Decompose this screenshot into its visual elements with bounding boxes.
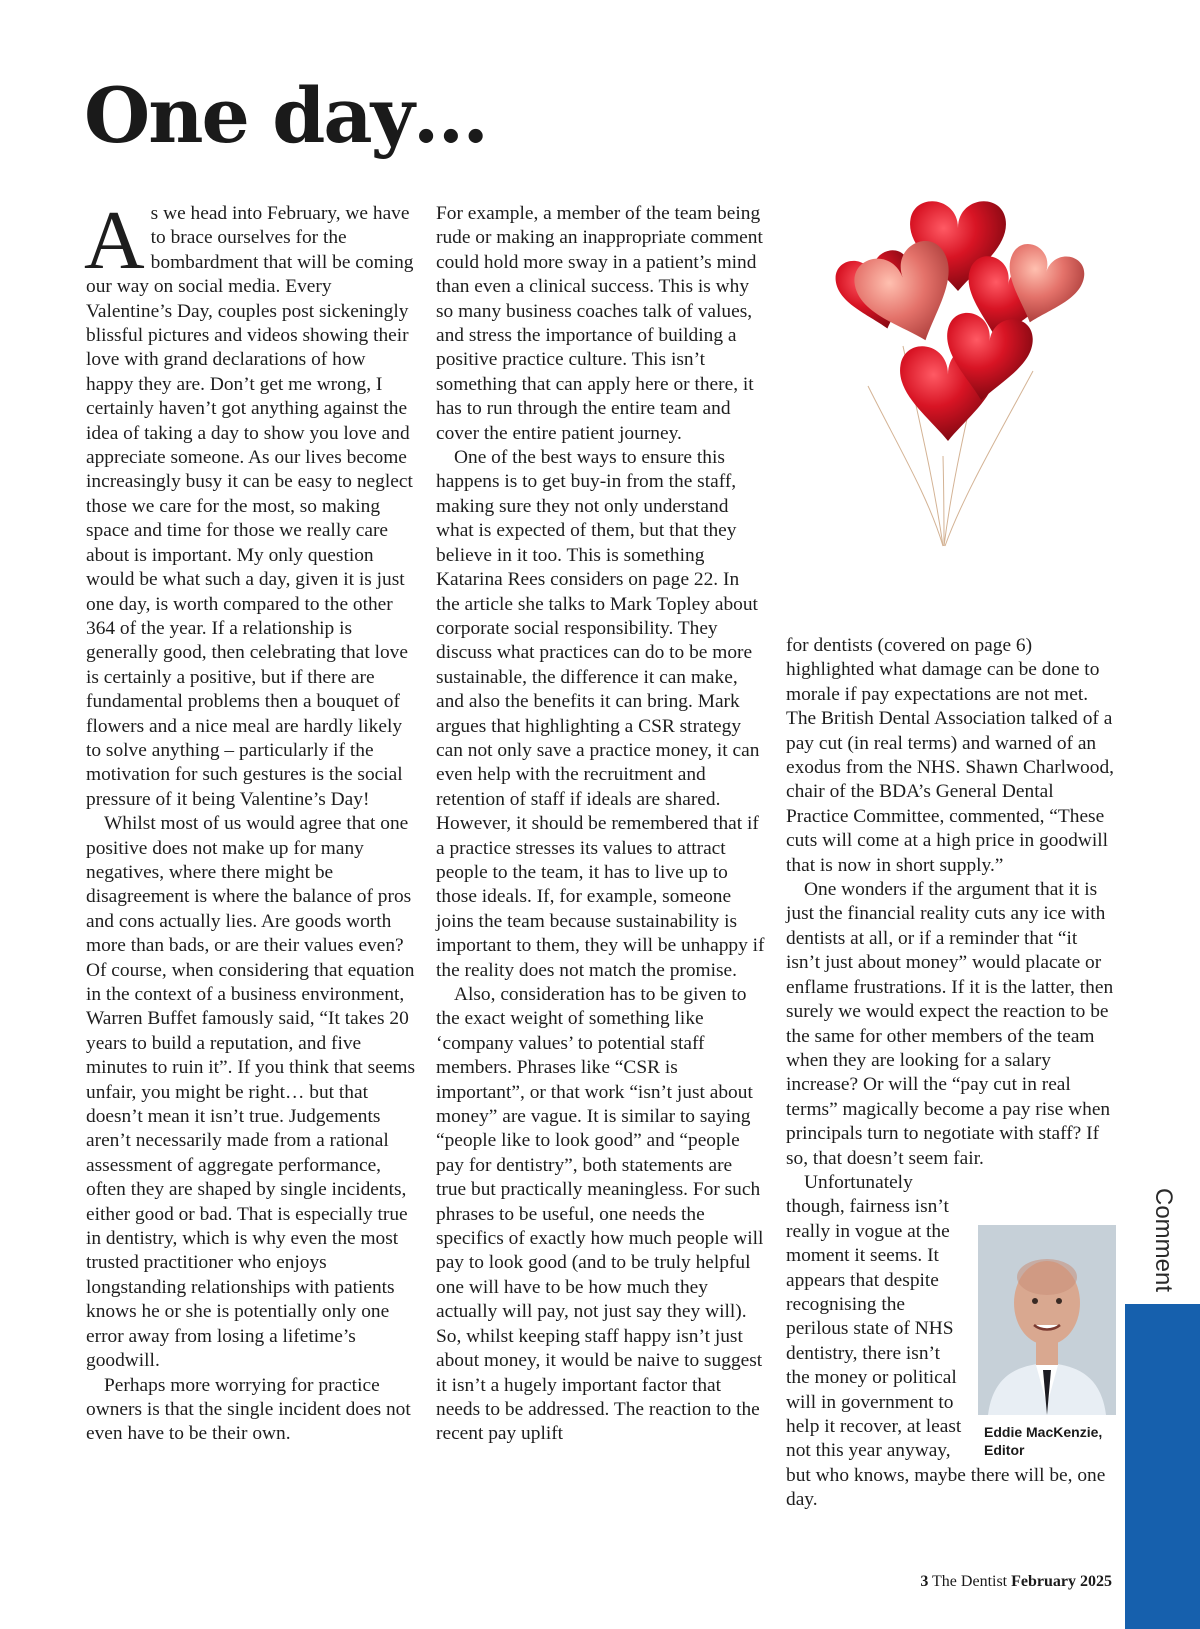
- author-photo-block: [974, 1225, 1116, 1463]
- author-photo: [978, 1225, 1116, 1415]
- paragraph: One of the best ways to ensure this happens is to get buy-in from the staff, making sure they not only understand what is expected of them, but that they believe in it too. This is something Katarina Rees considers on page 22. In the article she talks to Mark Topley about corporate social responsibility. They discuss what practices can do to be more sustainable, the difference it can make, and also the benefits it can bring. Mark argues that highlighting a CSR strategy can not only save a practice money, it can even help with the recruitment and retention of staff if ideals are shared. However, it should be remembered that if a practice stresses its values to attract people to the team, it has to live up to those ideals. If, for example, someone joins the team because sustainability is important to them, they will be unhappy if the reality does not match the promise.: [436, 447, 765, 981]
- section-label: Comment: [1150, 1187, 1177, 1293]
- article-title: One day…: [84, 71, 487, 160]
- paragraph: s we head into February, we have to brace ourselves for the bombardment that will be coming our way on social media. Every Valentine’s Day, couples post sickeningly blissful pictures and videos showing their love with grand declarations of how happy they are. Don’t get me wrong, I certainly haven’t got anything against the idea of taking a day to show you love and appreciate someone. As our lives become increasingly busy it can be easy to neglect those we care for the most, so making space and time for those we really care about is important. My only question would be what such a day, given it is just one day, is worth compared to the other 364 of the year. If a relationship is generally good, then celebrating that love is certainly a positive, but if there are fundamental problems then a bouquet of flowers and a nice meal are hardly likely to solve anything – particularly if the motivation for such gestures is the social pressure of it being Valentine’s Day!: [86, 203, 414, 810]
- paragraph: For example, a member of the team being rude or making an inappropriate comment could hold more sway in a patient’s mind than even a clinical success. This is why so many business coaches talk of values, and stress the importance of building a positive practice culture. This isn’t something that can apply here or there, it has to run through the entire team and cover the entire patient journey.: [436, 203, 763, 444]
- publication-name: The Dentist: [932, 1573, 1008, 1590]
- paragraph: One wonders if the argument that it is just the financial reality cuts any ice with dentists at all, or if a reminder that “it isn’t just about money” would placate or enflame frustrations. If it is the latter, then surely we would expect the reaction to be the same for other members of the team when they are looking for a salary increase? Or will the “pay cut in real terms” magically become a pay rise when principals turn to negotiate with staff? If so, that doesn’t seem fair.: [786, 879, 1114, 1169]
- section-tab: [1125, 1304, 1200, 1629]
- heart-balloons-image: [808, 196, 1108, 576]
- article-column-2: [436, 202, 766, 1447]
- paragraph: Whilst most of us would agree that one positive does not make up for many negatives, where there might be disagreement is where the balance of pros and cons actually lies. Are goods worth more than bads, or are their values even? Of course, when considering that equation in the context of a business environment, Warren Buffet famously said, “It takes 20 years to build a reputation, and five minutes to ruin it”. If you think that seems unfair, you might be right… but that doesn’t mean it isn’t true. Judgements aren’t necessarily made from a rational assessment of aggregate performance, often they are shaped by single incidents, either good or bad. That is especially true in dentistry, which is why even the most trusted practitioner who enjoys longstanding relationships with patients knows he or she is potentially only one error away from losing a lifetime’s goodwill.: [86, 813, 416, 1372]
- author-role: Editor: [984, 1441, 1025, 1458]
- paragraph: Unfortunately though, fairness isn’t really in vogue at the moment it seems. It appears that despite recognising the perilous state of NHS dentistry, there isn’t the money or political will in government to help it recover, at least not this year anyway, but who knows, maybe there will be, one day.: [786, 1171, 1106, 1511]
- author-name: Eddie MacKenzie,: [984, 1423, 1103, 1440]
- article-column-1: [84, 194, 416, 1447]
- issue-date: February 2025: [1011, 1573, 1112, 1590]
- paragraph: for dentists (covered on page 6) highlighted what damage can be done to morale if pay expectations are not met. The British Dental Association talked of a pay cut (in real terms) and warned of an exodus from the NHS. Shawn Charlwood, chair of the BDA’s General Dental Practice Committee, commented, “These cuts will come at a high price in goodwill that is now in short supply.”: [786, 635, 1114, 876]
- article-column-3: [786, 634, 1116, 1513]
- paragraph: Perhaps more worrying for practice owners is that the single incident does not even have to be their own.: [86, 1374, 411, 1445]
- page-number: 3: [920, 1573, 929, 1590]
- paragraph: Also, consideration has to be given to the exact weight of something like ‘company values’ to potential staff members. Phrases like “CSR is important”, or that work “isn’t just about money” are vague. It is similar to saying “people like to look good” and “people pay for dentistry”, both statements are true but practically meaningless. For such phrases to be useful, one needs the specifics of exactly how much people will pay to look good (and to be truly helpful one will have to be how much they actually will pay, not just say they will). So, whilst keeping staff happy isn’t just about money, it would be naive to suggest it isn’t a hugely important factor that needs to be addressed. The reaction to the recent pay uplift: [436, 984, 764, 1445]
- closing-paragraph-block: [786, 1171, 1116, 1513]
- page-footer: [920, 1573, 1112, 1591]
- drop-cap: A: [84, 194, 145, 287]
